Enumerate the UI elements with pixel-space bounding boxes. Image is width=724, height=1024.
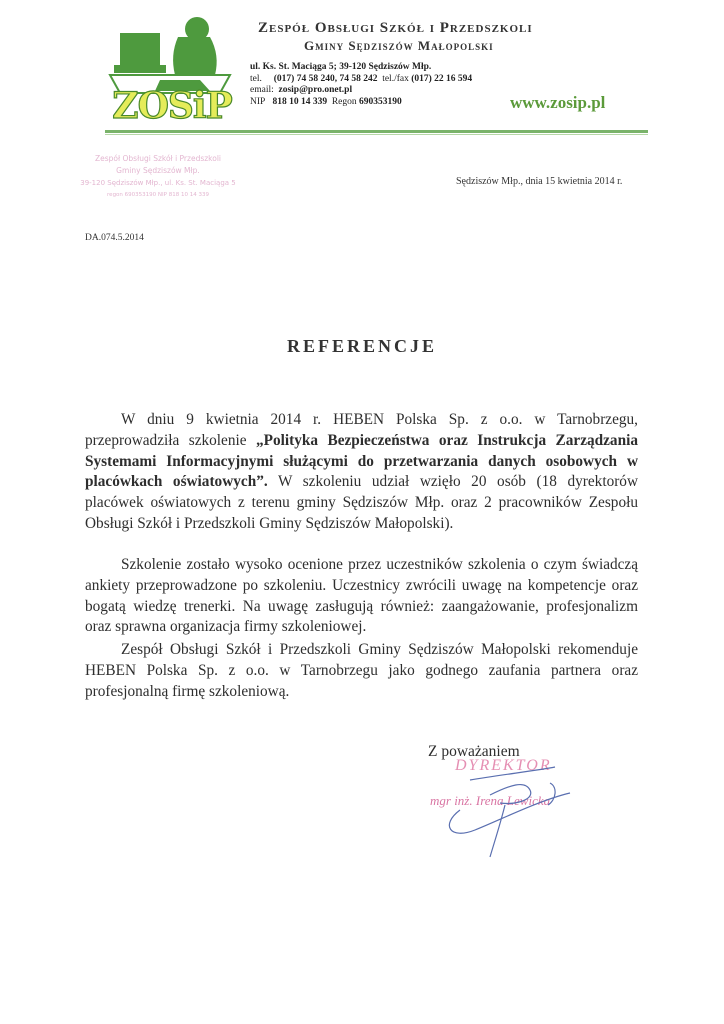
- stamp-line4: regon 690353190 NIP 818 10 14 339: [107, 192, 209, 198]
- fax-value: (017) 22 16 594: [411, 73, 473, 84]
- regon-label: Regon: [331, 96, 357, 107]
- org-name-line2: Gminy Sędziszów Małopolski: [304, 38, 494, 53]
- email-label: email:: [250, 85, 274, 95]
- stamp-line2: Gminy Sędziszów Młp.: [116, 166, 200, 175]
- signature-stamp-name: mgr inż. Irena Lewicka: [430, 793, 551, 808]
- zosip-logo: [100, 15, 245, 127]
- paragraph-3: Zespół Obsługi Szkół i Przedszkoli Gminy Sędziszów Małopolski rekomenduje HEBEN Polska Sp. z o.o. w Tarnobrzegu jako godnego zaufania partnera oraz profesjonalną firmę szkoleniową.: [85, 641, 638, 700]
- logo-text: ZOSiP: [112, 85, 232, 127]
- nip-label: NIP: [250, 96, 266, 107]
- signature-stamp-title: DYREKTOR: [455, 757, 552, 774]
- office-stamp: [63, 153, 253, 201]
- p1-start: W dniu 9 kwietnia 2014 r. HEBEN Polska Sp. z o.o. w Tarnobrzegu, przeprowadziła szkolenie: [85, 411, 638, 449]
- handwritten-signature-icon: [430, 765, 590, 860]
- header-divider: [105, 130, 648, 133]
- org-name-line1: Zespół Obsługi Szkół i Przedszkoli: [258, 20, 533, 36]
- stamp-line1: Zespół Obsługi Szkół i Przedszkoli: [94, 154, 222, 163]
- stamp-line3: 39-120 Sędziszów Młp., ul. Ks. St. Maciąga 5: [80, 179, 236, 187]
- tel-label: tel.: [250, 73, 262, 84]
- header-divider-thin: [105, 134, 648, 135]
- reference-number: DA.074.5.2014: [85, 233, 144, 243]
- fax-label: tel./fax: [382, 73, 409, 84]
- regon-value: 690353190: [359, 96, 402, 107]
- date-line: Sędziszów Młp., dnia 15 kwietnia 2014 r.: [456, 176, 623, 187]
- tel-value: (017) 74 58 240, 74 58 242: [273, 73, 378, 84]
- closing-phrase: Z poważaniem: [428, 743, 520, 760]
- p1-end: W szkoleniu udział wzięło 20 osób (18 dyrektorów placówek oświatowych z terenu gminy Sędziszów Młp. oraz 2 pracowników Zespołu Obsługi Szkół i Przedszkoli Gminy Sędziszów Małopolski).: [85, 473, 639, 532]
- training-title: „Polityka Bezpieczeństwa oraz Instrukcja Zarządzania Systemami Informacyjnymi służącymi do przetwarzania danych osobowych w placówkach oświatowych”.: [85, 431, 638, 491]
- paragraph-1: [85, 410, 638, 535]
- document-title: REFERENCJE: [286, 336, 437, 356]
- contact-block: [250, 62, 472, 108]
- email-value[interactable]: zosip@pro.onet.pl: [278, 85, 353, 95]
- website-link[interactable]: www.zosip.pl: [510, 93, 606, 112]
- address: ul. Ks. St. Maciąga 5; 39-120 Sędziszów Młp.: [250, 62, 432, 72]
- logo-figure-icon: [100, 15, 245, 95]
- nip-value: 818 10 14 339: [272, 96, 328, 107]
- paragraph-2: Szkolenie zostało wysoko ocenione przez uczestników szkolenia o czym świadczą ankiety przeprowadzone po szkoleniu. Uczestnicy zwrócili uwagę na kompetencje oraz bogatą wiedzę trenerki. Na uwagę zasługują również: zaangażowanie, profesjonalizm oraz sprawna organizacja firmy szkoleniowej.: [85, 556, 638, 636]
